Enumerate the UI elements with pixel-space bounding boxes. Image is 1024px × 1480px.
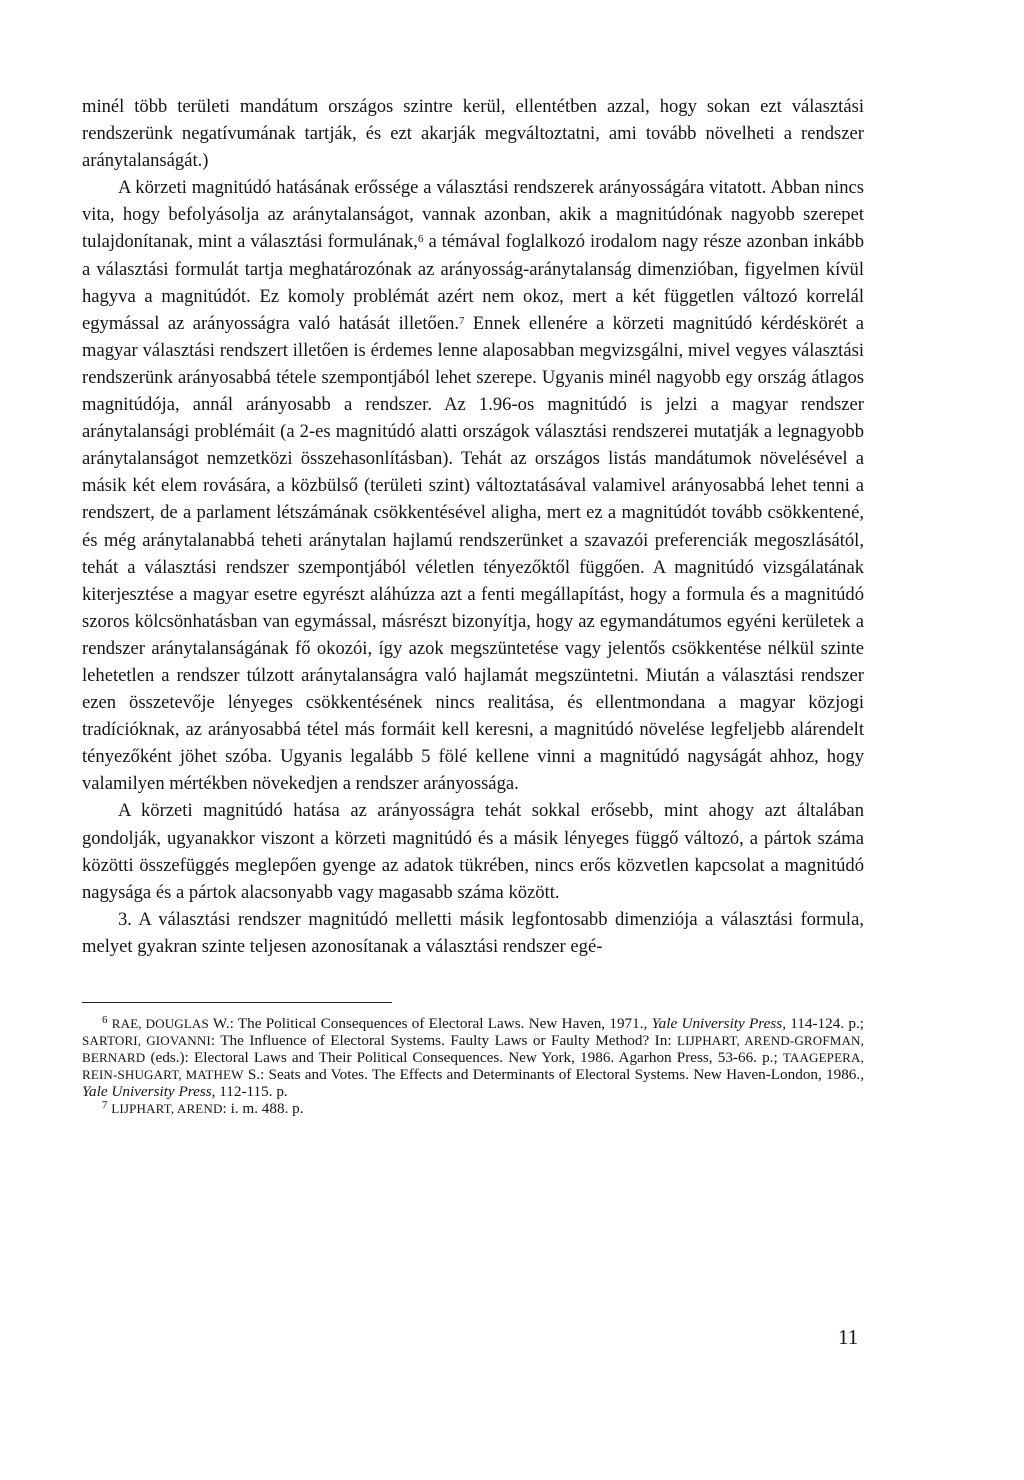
footnotes: [82, 1015, 864, 1117]
footnote-marker: 7: [459, 314, 465, 327]
author-name: LIJPHART, AREND: [111, 1101, 223, 1116]
footnote-marker: 6: [102, 1014, 108, 1027]
text-run: Ennek ellenére a körzeti magnitúdó kérdéskörét a magyar választási rendszert illetően is érdemes lenne alaposabban megvizsgálni, mivel vegyes választási rendszerünk arányosabbá tétele szempontjából lehet szerepe. Ugyanis minél nagyobb egy ország átlagos magnitúdója, annál arányosabb a rendszer. Az 1.96-os magnitúdó is jelzi a magyar rendszer aránytalansági problémáit (a 2-es magnitúdó alatti országok választási rendszerei mutatják a legnagyobb aránytalanságot nemzetközi összehasonlításban). Tehát az országos listás mandátumok növelésével a másik két elem rovására, a közbülső (területi szint) változtatásával valamivel arányosabbá lehet tenni a rendszert, de a parlament létszámának csökkentésével aligha, mert ez a magnitúdót tovább csökkentené, és még aránytalanabbá teheti aránytalan hajlamú rendszerünket a szavazói preferenciák megoszlásától, tehát a választási rendszer szempontjából véletlen tényezőktől függően. A magnitúdó vizsgálatának kiterjesztése a magyar esetre egyrészt aláhúzza azt a fenti megállapítást, hogy a formula és a magnitúdó szoros kölcsönhatásban van egymással, másrészt bizonyítja, hogy az egymandátumos egyéni kerületek a rendszer aránytalanságának fő okozói, így azok megszüntetése vagy jelentős csökkentése nélkül szinte lehetetlen a rendszer túlzott aránytalanságra való hajlamát megszüntetni. Miután a választási rendszer ezen összetevője lényeges csökkentésének nincs realitása, és ellentmondana a magyar közjogi tradícióknak, az arányosabbá tétel más formáit kell keresni, a magnitúdó növelése legfeljebb alárendelt tényezőként jöhet szóba. Ugyanis legalább 5 fölé kellene vinni a magnitúdó nagyságát ahhoz, hogy valamilyen mértékben növekedjen a rendszer arányossága.: [82, 312, 864, 795]
footnote-separator: [82, 1002, 392, 1003]
main-text: [82, 93, 864, 960]
text-run: : i. m. 488. p.: [222, 1100, 304, 1117]
text-run: 3. A választási rendszer magnitúdó melletti másik legfontosabb dimenziója a választási formula, melyet gyakran szinte teljesen azonosítanak a választási rendszer egé-: [82, 908, 864, 957]
book-page: [82, 93, 864, 1117]
footnote-marker: 6: [417, 233, 424, 246]
footnote: [82, 1100, 864, 1117]
page-number: 11: [838, 1325, 859, 1349]
italic-text: Yale University Press,: [651, 1015, 786, 1032]
italic-text: Yale University Press,: [82, 1083, 216, 1100]
text-run: (eds.): Electoral Laws and Their Political Consequences. New York, 1986. Agarhon Press, 53-66. p.;: [145, 1049, 783, 1066]
author-name: RAE, DOUGLAS: [111, 1016, 209, 1031]
author-name: SARTORI, GIOVANNI: [82, 1033, 211, 1048]
text-run: S.: Seats and Votes. The Effects and Determinants of Electoral Systems. New Haven-London, 1986.,: [243, 1066, 864, 1083]
text-run: A körzeti magnitúdó hatásának erőssége a választási rendszerek arányosságára vitatott. Abban nincs vita, hogy befolyásolja az aránytalanságot, vannak azonban, akik a magnitúdónak nagyobb szerepet tulajdonítanak, mint a választási formulának,: [82, 177, 864, 253]
author-name: LIJPHART, AREND-GROFMAN, BERNARD: [82, 1033, 865, 1065]
text-run: A körzeti magnitúdó hatása az arányosságra tehát sokkal erősebb, mint ahogy azt általában gondolják, ugyanakkor viszont a körzeti magnitúdó és a másik lényeges függő változó, a pártok száma közötti összefüggés meglepően gyenge az adatok tükrében, nincs erős közvetlen kapcsolat a magnitúdó nagysága és a pártok alacsonyabb vagy magasabb száma között.: [82, 800, 864, 903]
text-run: minél több területi mandátum országos szintre kerül, ellentétben azzal, hogy sokan ezt választási rendszerünk negatívumának tartják, és ezt akarják megváltoztatni, ami tovább növelheti a rendszer aránytalanságát.): [82, 96, 864, 172]
text-run: : The Influence of Electoral Systems. Faulty Laws or Faulty Method? In:: [210, 1032, 677, 1049]
paragraph: [82, 93, 864, 174]
paragraph: [82, 174, 864, 797]
footnote-marker: 7: [102, 1099, 108, 1112]
text-run: 112-115. p.: [215, 1083, 288, 1100]
footnote: [82, 1015, 864, 1100]
text-run: W.: The Political Consequences of Electoral Laws. New Haven, 1971.,: [208, 1015, 652, 1032]
author-name: TAAGEPERA, REIN-SHUGART, MATHEW: [82, 1050, 864, 1082]
paragraph: [82, 906, 864, 960]
paragraph: [82, 797, 864, 905]
text-run: 114-124. p.;: [786, 1015, 864, 1032]
text-run: a témával foglalkozó irodalom nagy része azonban inkább a választási formulát tartja meghatározónak az arányosság-aránytalanság dimenzióban, figyelmen kívül hagyva a magnitúdót. Ez komoly problémát azért nem okoz, mert a két független változó korrelál egymással az arányosságra való hatását illetően.: [82, 231, 864, 334]
